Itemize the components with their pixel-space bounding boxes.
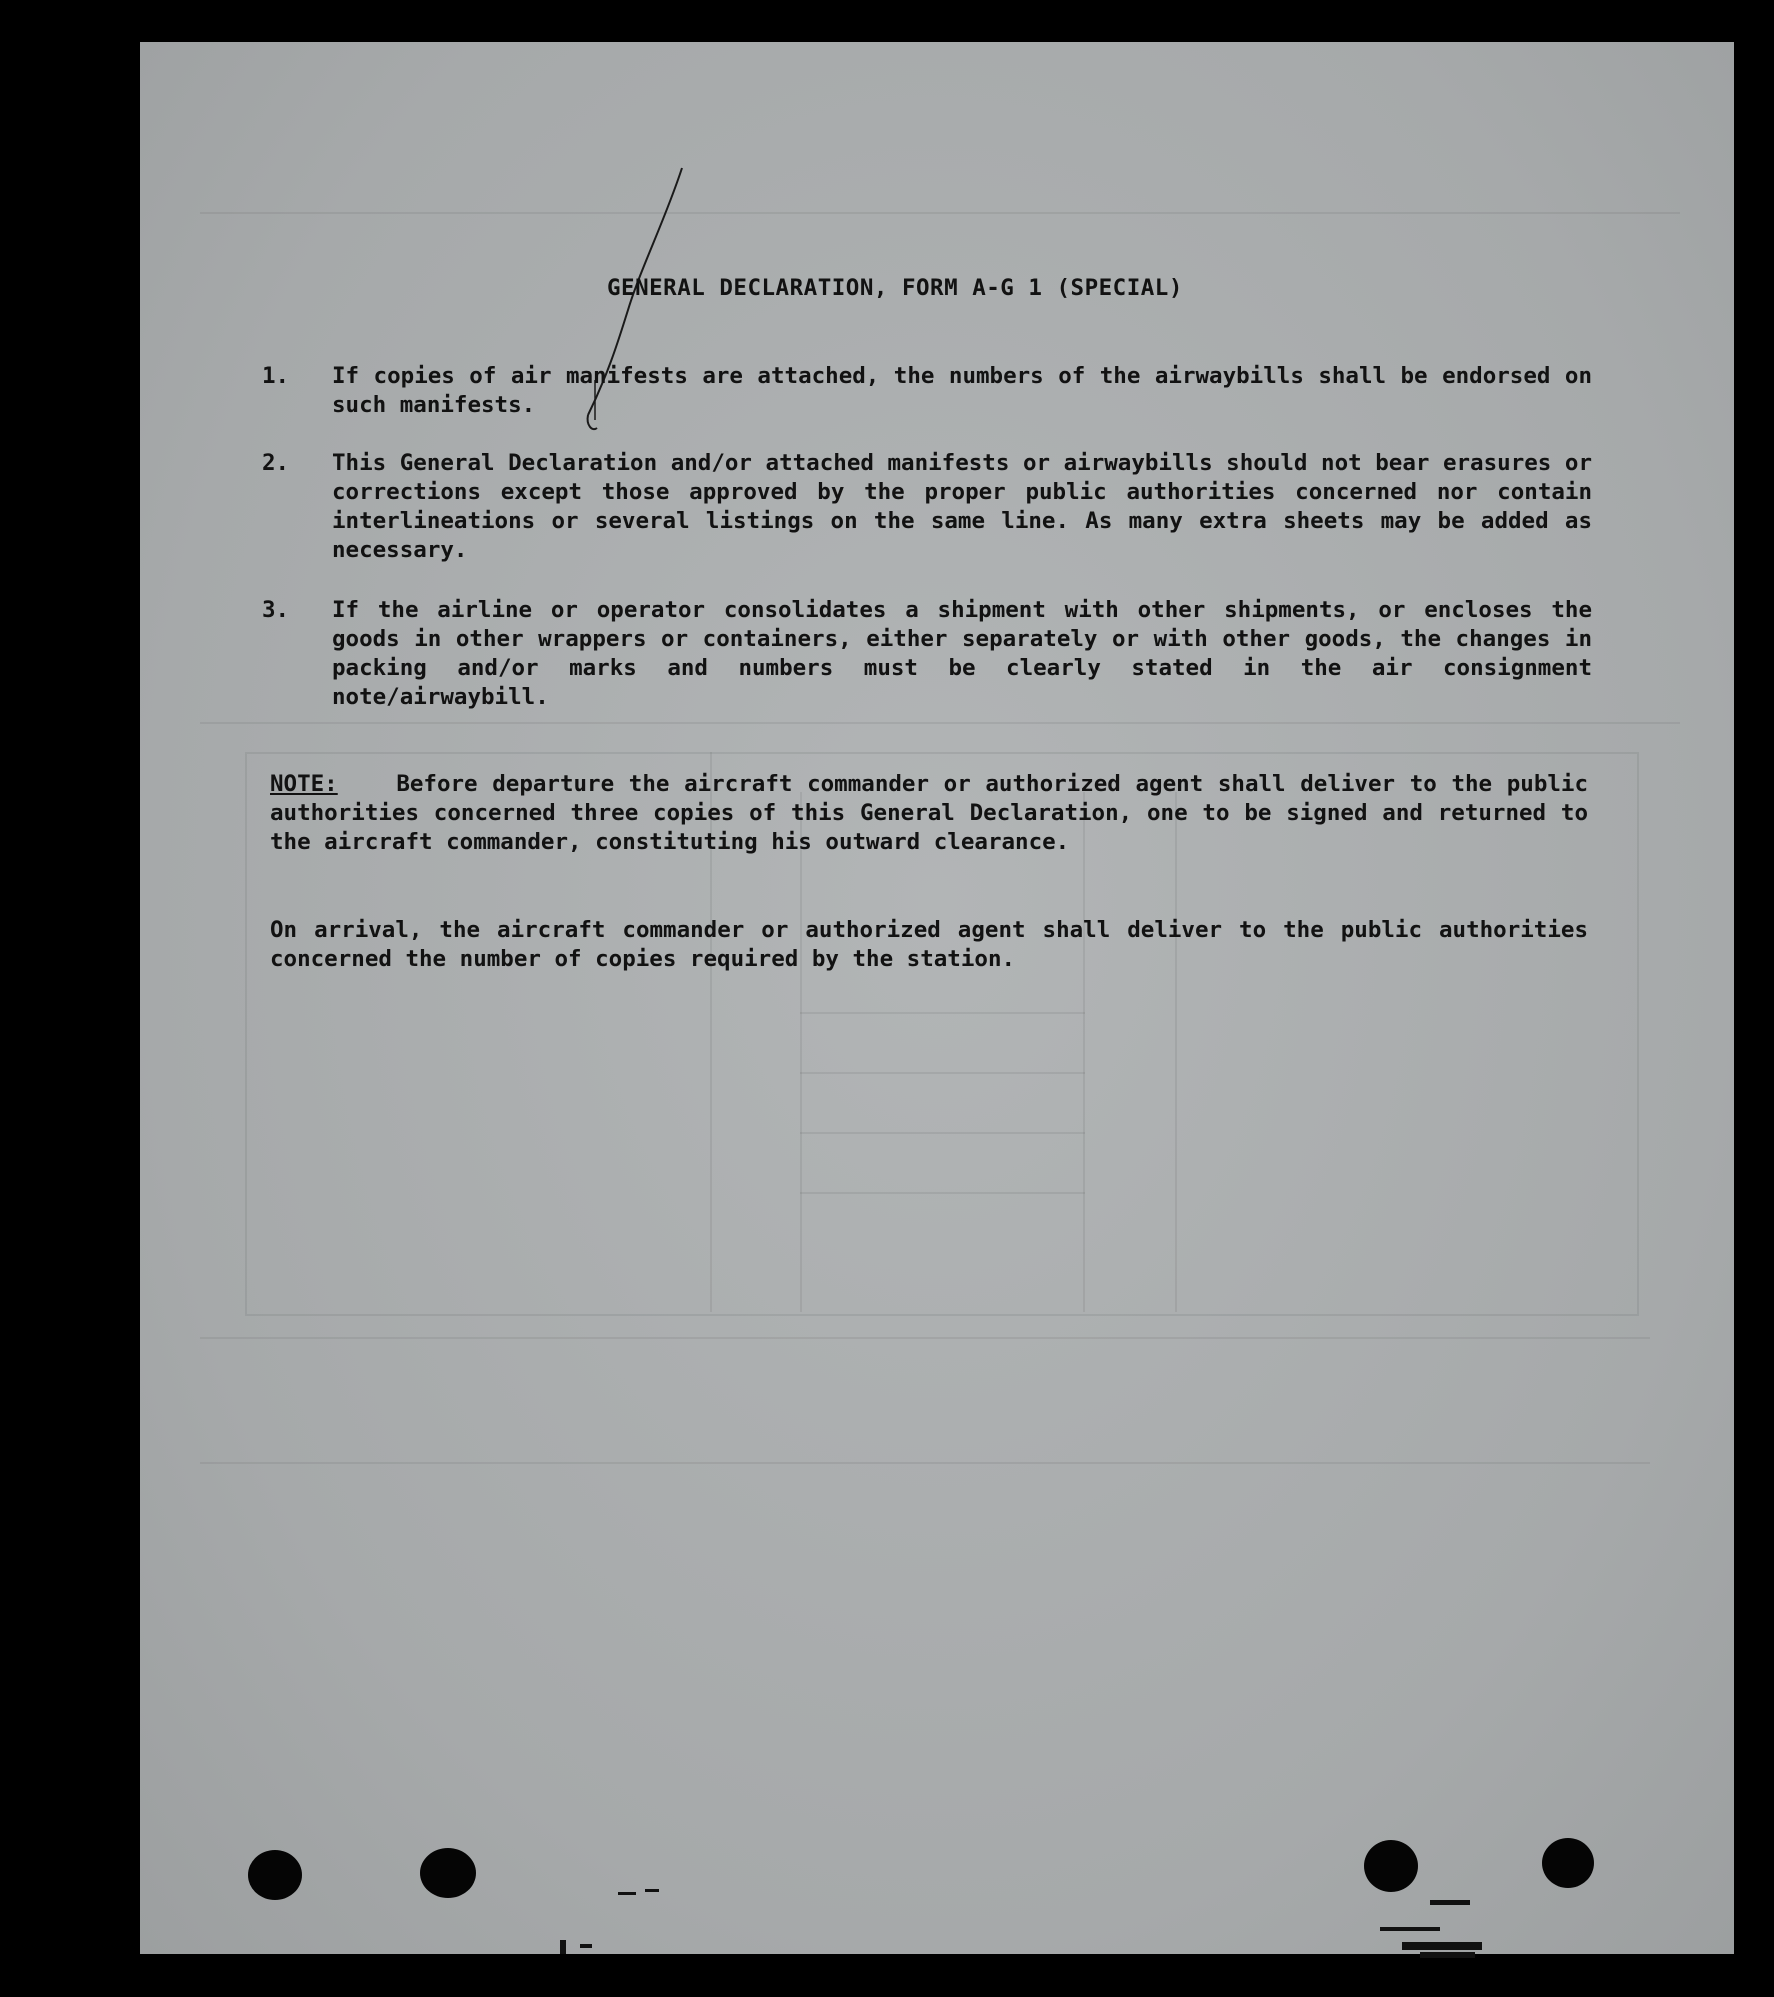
paper-sheet bbox=[140, 42, 1734, 1954]
bleed-through-rule bbox=[800, 1132, 1085, 1134]
bleed-through-rule bbox=[200, 1337, 1650, 1339]
note-text: Before departure the aircraft commander or authorized agent shall deliver to the public authorities concerned three copies of this General Declaration, one to be signed and returned to the aircraft commander, constituting his outward clearance. bbox=[270, 771, 1588, 855]
item-number: 2. bbox=[262, 450, 290, 476]
punch-hole bbox=[1364, 1840, 1418, 1892]
speck bbox=[618, 1892, 636, 1895]
bleed-through-rule bbox=[200, 722, 1680, 724]
note-label: NOTE: bbox=[270, 771, 338, 797]
item-text: This General Declaration and/or attached manifests or airwaybills should not bear erasures or corrections except those approved by the proper public authorities concerned nor contain interlineations or several listings on the same line. As many extra sheets may be added as necessary. bbox=[332, 450, 1592, 563]
bleed-through-rule bbox=[1083, 792, 1085, 1312]
instruction-item bbox=[262, 596, 1592, 712]
bleed-through-rule bbox=[800, 1072, 1085, 1074]
punch-hole bbox=[420, 1848, 476, 1898]
arrival-paragraph: On arrival, the aircraft commander or authorized agent shall deliver to the public authorities concerned the number of copies required by the station. bbox=[270, 917, 1588, 972]
item-number: 1. bbox=[262, 363, 290, 389]
bleed-through-rule bbox=[1175, 792, 1177, 1312]
bleed-through-rule bbox=[200, 212, 1680, 214]
instruction-item bbox=[262, 449, 1592, 565]
speck bbox=[645, 1889, 659, 1892]
speck bbox=[580, 1944, 592, 1948]
speck bbox=[1430, 1900, 1470, 1905]
item-number: 3. bbox=[262, 597, 290, 623]
bleed-through-rule bbox=[800, 1192, 1085, 1194]
speck bbox=[560, 1940, 566, 1954]
bleed-through-rule bbox=[200, 1462, 1650, 1464]
speck bbox=[1420, 1952, 1475, 1958]
punch-hole bbox=[1542, 1838, 1594, 1888]
speck bbox=[1402, 1942, 1482, 1950]
note-paragraph bbox=[270, 770, 1588, 857]
punch-hole bbox=[248, 1850, 302, 1900]
item-text: If the airline or operator consolidates a shipment with other shipments, or encloses the goods in other wrappers or containers, either separately or with other goods, the changes in packing and/or marks and numbers must be clearly stated in the air consignment note/airwaybill. bbox=[332, 597, 1592, 710]
document-title: GENERAL DECLARATION, FORM A-G 1 (SPECIAL) bbox=[607, 275, 1183, 301]
bleed-through-rule bbox=[800, 1012, 1085, 1014]
instruction-item bbox=[262, 362, 1592, 420]
speck bbox=[1380, 1927, 1440, 1931]
item-text: If copies of air manifests are attached, the numbers of the airwaybills shall be endorsed on such manifests. bbox=[332, 363, 1592, 418]
bleed-through-rule bbox=[800, 792, 802, 1312]
